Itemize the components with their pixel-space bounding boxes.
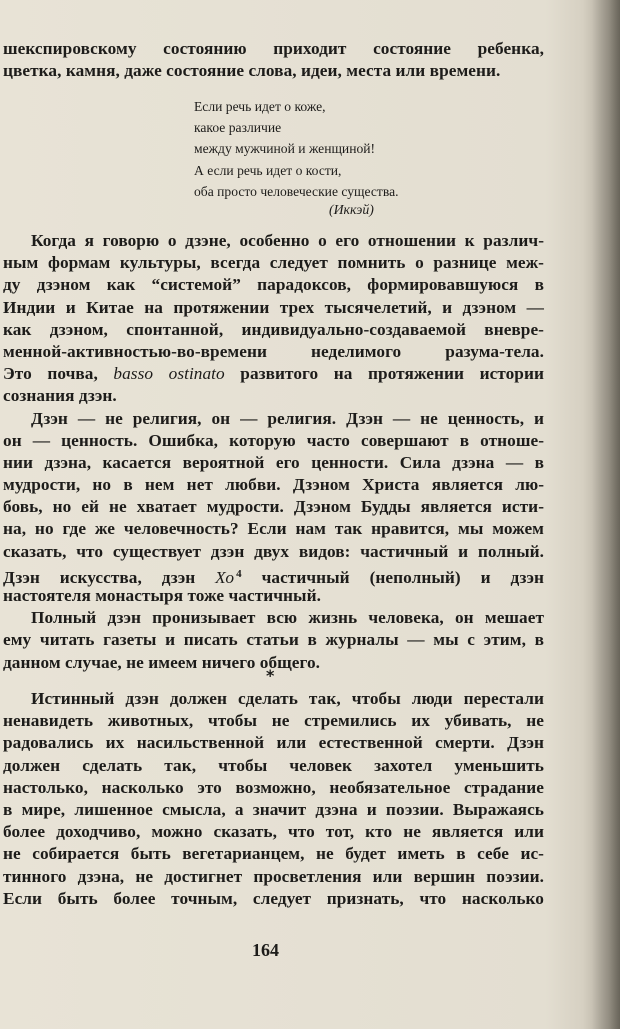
body-text-top <box>3 38 544 82</box>
text-line: данном случае, не имеем ничего общего. <box>3 652 321 672</box>
text-line: он — ценность. Ошибка, которую часто совершают в отноше- <box>3 430 544 450</box>
text-line: Дзэн искусства, дзэн Хо $^4$ частичный (неполный) и дзэн <box>3 567 545 587</box>
body-text-main <box>3 230 544 674</box>
text-line: настоятеля монастыря тоже частичный. <box>3 586 321 605</box>
epigraph-line: между мужчиной и женщиной! <box>194 141 376 157</box>
spine-shadow <box>592 0 620 1029</box>
epigraph-line: А если речь идет о кости, <box>194 162 342 178</box>
section-separator: * <box>266 666 275 685</box>
epigraph <box>194 96 399 202</box>
text-line: мудрости, но в нем нет любви. Дзэном Христа является лю- <box>3 475 544 495</box>
text-line: Полный дзэн пронизывает всю жизнь человека, он мешает <box>31 608 544 628</box>
text-line: радовались их насильственной или естественной смерти. Дзэн <box>3 733 544 753</box>
text-line: Когда я говорю о дзэне, особенно о его отношении к различ- <box>31 231 544 250</box>
text-line: цветка, камня, даже состояние слова, идеи, места или времени. <box>3 61 501 81</box>
text-line: Дзэн — не религия, он — религия. Дзэн — не ценность, и <box>31 408 544 428</box>
text-line: ду дзэном как “системой” парадоксов, формировавшуюся в <box>3 275 544 295</box>
text-line: Если быть более точным, следует признать, что насколько <box>3 888 544 908</box>
text-line: Индии и Китае на протяжении трех тысячелетий, и дзэном — <box>3 297 544 317</box>
text-line: настолько, насколько это возможно, необязательное страдание <box>3 777 544 797</box>
text-line: Это почва, basso ostinato развитого на протяжении истории <box>3 364 544 384</box>
text-line: ненавидеть животных, чтобы не стремились их убивать, не <box>3 711 544 731</box>
body-text-bottom <box>3 688 544 910</box>
text-line: более доходчиво, можно сказать, что тот, кто не является или <box>3 822 544 842</box>
page-number: 164 <box>252 940 279 960</box>
text-line: шекспировскому состоянию приходит состояние ребенка, <box>3 39 544 58</box>
text-line: нии дзэна, касается вероятной его ценности. Сила дзэна — в <box>3 452 544 472</box>
text-line: ным формам культуры, всегда следует помнить о разнице меж- <box>3 253 544 273</box>
text-line: менной-активностью-во-времени неделимого разума-тела. <box>3 341 544 361</box>
italic-phrase: basso ostinato <box>113 364 225 384</box>
text-line: сказать, что существует дзэн двух видов: частичный и полный. <box>3 541 544 561</box>
text-line: должен сделать так, чтобы человек захотел уменьшить <box>3 755 544 775</box>
epigraph-attribution: (Иккэй) <box>329 202 374 217</box>
epigraph-line: оба просто человеческие существа. <box>194 183 399 199</box>
text-line: бовь, но ей не хватает мудрости. Дзэном Будды является исти- <box>3 497 544 517</box>
italic-phrase: Хо <box>215 567 235 587</box>
text-line: на, но где же человечность? Если нам так нравится, мы можем <box>3 519 544 539</box>
footnote-marker: 4 <box>236 567 242 580</box>
text-line: в мире, лишенное смысла, а значит дзэна и поэзии. Выражаясь <box>3 799 544 819</box>
text-line: сознания дзэн. <box>3 386 117 406</box>
text-line: ему читать газеты и писать статьи в журналы — мы с этим, в <box>3 630 544 650</box>
text-line: тинного дзэна, не достигнет просветления или вершин поэзии. <box>3 866 544 886</box>
text-line: Истинный дзэн должен сделать так, чтобы люди перестали <box>31 689 544 708</box>
text-line: не собирается быть вегетарианцем, не будет иметь в себе ис- <box>3 844 544 864</box>
epigraph-line: какое различие <box>194 120 282 136</box>
text-line: как дзэном, спонтанной, индивидуально-создаваемой вневре- <box>3 319 544 339</box>
epigraph-line: Если речь идет о коже, <box>194 99 326 114</box>
